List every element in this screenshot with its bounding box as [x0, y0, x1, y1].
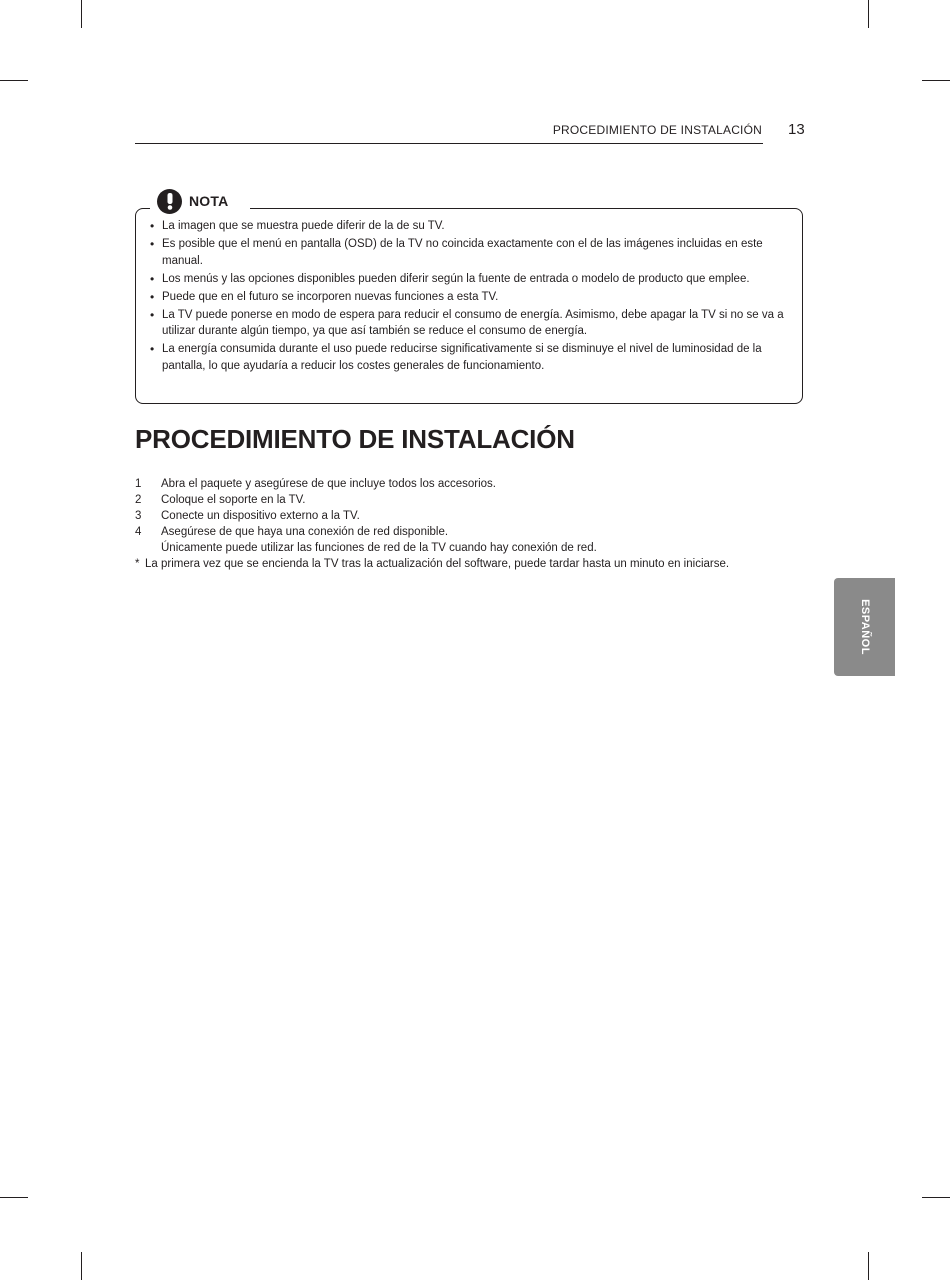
step-item [135, 508, 815, 524]
crop-mark [81, 0, 82, 28]
note-label: NOTA [189, 193, 229, 209]
step-text: Asegúrese de que haya una conexión de red disponible. [161, 526, 449, 538]
step-item [135, 476, 815, 492]
note-item: • La energía consumida durante el uso puede reducirse significativamente si se disminuye el nivel de luminosidad de la pantalla, lo que ayudaría a reducir los costes generales de funcionamiento. [150, 341, 790, 374]
language-tab [834, 578, 895, 676]
step-text: Conecte un dispositivo externo a la TV. [161, 510, 360, 522]
note-item: • La imagen que se muestra puede diferir de la de su TV. [150, 218, 790, 235]
crop-mark [81, 1252, 82, 1280]
crop-mark [868, 1252, 869, 1280]
step-number: 3 [135, 510, 142, 522]
step-number: 4 [135, 526, 142, 538]
page-number: 13 [788, 121, 805, 138]
footnote [135, 556, 815, 572]
crop-mark [922, 1197, 950, 1198]
step-number: 2 [135, 494, 142, 506]
exclamation-icon [157, 189, 182, 214]
step-continuation: Únicamente puede utilizar las funciones de red de la TV cuando hay conexión de red. [161, 542, 597, 554]
header-rule [135, 143, 763, 144]
step-text: Coloque el soporte en la TV. [161, 494, 306, 506]
crop-mark [922, 80, 950, 81]
running-header: PROCEDIMIENTO DE INSTALACIÓN [552, 123, 762, 137]
step-item [135, 492, 815, 508]
note-item: • La TV puede ponerse en modo de espera para reducir el consumo de energía. Asimismo, debe apagar la TV si no se va a utilizar durante algún tiempo, ya que así también se reduce el consumo de energía. [150, 307, 790, 340]
step-text: Abra el paquete y asegúrese de que incluye todos los accesorios. [161, 478, 496, 490]
footnote-text: La primera vez que se encienda la TV tras la actualización del software, puede tardar hasta un minuto en iniciarse. [145, 558, 730, 570]
step-number: 1 [135, 478, 142, 490]
crop-mark [0, 1197, 28, 1198]
crop-mark [868, 0, 869, 28]
language-tab-label: ESPAÑOL [858, 599, 871, 655]
note-heading [150, 187, 250, 215]
section-title: PROCEDIMIENTO DE INSTALACIÓN [135, 424, 575, 454]
installation-steps [135, 476, 815, 572]
note-list [150, 218, 790, 376]
footnote-marker: * [135, 558, 140, 570]
note-item: • Es posible que el menú en pantalla (OSD) de la TV no coincida exactamente con el de las imágenes incluidas en este manual. [150, 236, 790, 269]
note-item: • Puede que en el futuro se incorporen nuevas funciones a esta TV. [150, 289, 790, 306]
crop-mark [0, 80, 28, 81]
note-item: • Los menús y las opciones disponibles pueden diferir según la fuente de entrada o modelo de producto que emplee. [150, 271, 790, 288]
step-item [135, 524, 815, 540]
